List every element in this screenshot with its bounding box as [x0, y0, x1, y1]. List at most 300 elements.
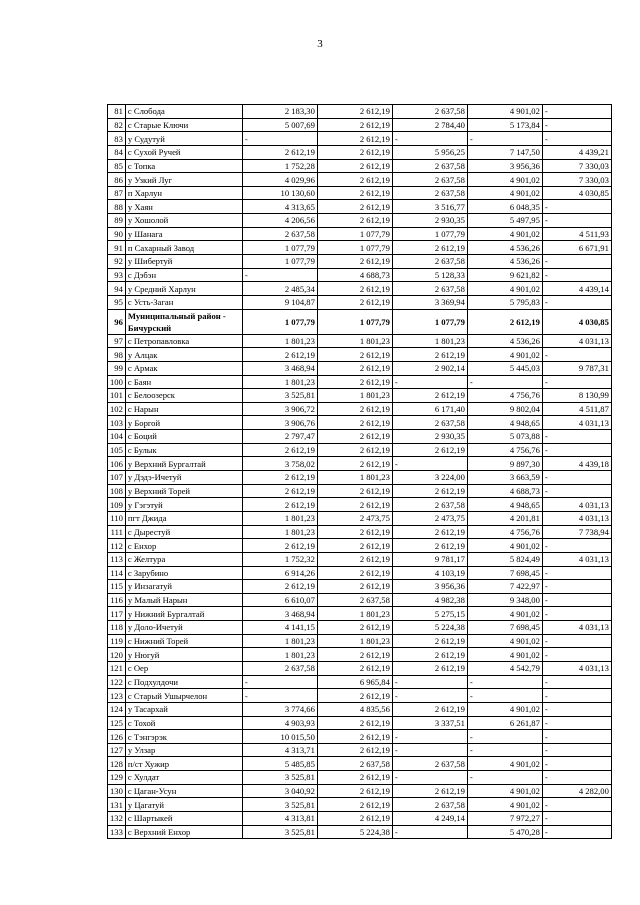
value-col-4: 6 048,35: [467, 200, 542, 214]
settlement-name: у Верхний Бургалтай: [125, 457, 242, 471]
value-col-3: 3 224,00: [392, 471, 467, 485]
settlement-name: у Хошолой: [125, 214, 242, 228]
value-col-2: 2 612,19: [317, 402, 392, 416]
value-col-3: 2 930,35: [392, 214, 467, 228]
value-col-4: 4 756,76: [467, 525, 542, 539]
value-col-2: 2 612,19: [317, 105, 392, 119]
value-col-2: 2 612,19: [317, 159, 392, 173]
value-col-1: 2 612,19: [242, 348, 317, 362]
settlement-name: с Баян: [125, 375, 242, 389]
value-col-2: 4 835,56: [317, 702, 392, 716]
row-number: 102: [108, 402, 126, 416]
value-col-3: 4 249,14: [392, 812, 467, 826]
settlement-name: п Сахарный Завод: [125, 241, 242, 255]
value-col-3: 2 637,58: [392, 282, 467, 296]
table-row: [108, 173, 612, 187]
value-col-5: -: [542, 443, 611, 457]
value-col-5: -: [542, 484, 611, 498]
settlement-name: у Боргой: [125, 416, 242, 430]
value-col-4: 9 897,30: [467, 457, 542, 471]
settlement-name: с Шартыкей: [125, 812, 242, 826]
value-col-3: 2 612,19: [392, 661, 467, 675]
value-col-4: -: [467, 132, 542, 146]
settlement-name: у Шанага: [125, 227, 242, 241]
value-col-3: 4 103,19: [392, 566, 467, 580]
row-number: 104: [108, 430, 126, 444]
value-col-2: 2 612,19: [317, 457, 392, 471]
value-col-1: 10 015,50: [242, 730, 317, 744]
settlement-name: пгт Джида: [125, 511, 242, 525]
value-col-4: 4 688,73: [467, 484, 542, 498]
value-col-5: 4 030,85: [542, 309, 611, 334]
value-col-3: 3 516,77: [392, 200, 467, 214]
table-row: [108, 498, 612, 512]
table-row: [108, 295, 612, 309]
value-col-4: 4 901,02: [467, 227, 542, 241]
value-col-3: 2 612,19: [392, 443, 467, 457]
value-col-2: 6 965,84: [317, 675, 392, 689]
settlement-name: с Армак: [125, 361, 242, 375]
table-row: [108, 471, 612, 485]
value-col-5: -: [542, 771, 611, 785]
row-number: 85: [108, 159, 126, 173]
value-col-1: 4 313,71: [242, 743, 317, 757]
value-col-5: 4 282,00: [542, 784, 611, 798]
row-number: 99: [108, 361, 126, 375]
settlement-name: у Инзагатуй: [125, 580, 242, 594]
value-col-2: 2 612,19: [317, 375, 392, 389]
value-col-1: 10 130,60: [242, 186, 317, 200]
value-col-1: -: [242, 268, 317, 282]
value-col-1: 2 183,30: [242, 105, 317, 119]
value-col-5: 7 330,03: [542, 159, 611, 173]
table-row: [108, 443, 612, 457]
value-col-2: 2 612,19: [317, 118, 392, 132]
value-col-2: 2 612,19: [317, 132, 392, 146]
row-number: 103: [108, 416, 126, 430]
settlement-name: с Цаган-Усун: [125, 784, 242, 798]
value-col-5: -: [542, 607, 611, 621]
value-col-1: 9 104,87: [242, 295, 317, 309]
value-col-2: 2 612,19: [317, 552, 392, 566]
value-col-3: -: [392, 825, 467, 839]
table-row: [108, 702, 612, 716]
value-col-2: 2 637,58: [317, 593, 392, 607]
value-col-5: 4 511,87: [542, 402, 611, 416]
value-col-1: 1 077,79: [242, 241, 317, 255]
table-row: [108, 375, 612, 389]
value-col-2: 1 801,23: [317, 334, 392, 348]
value-col-5: 6 671,91: [542, 241, 611, 255]
value-col-5: -: [542, 105, 611, 119]
value-col-3: 3 956,36: [392, 580, 467, 594]
table-row: [108, 743, 612, 757]
settlement-name: с Нарын: [125, 402, 242, 416]
value-col-4: -: [467, 730, 542, 744]
value-col-1: -: [242, 689, 317, 703]
value-col-4: 4 542,79: [467, 661, 542, 675]
value-col-1: 1 752,28: [242, 159, 317, 173]
value-col-1: 1 077,79: [242, 309, 317, 334]
table-row: [108, 525, 612, 539]
value-col-1: 6 610,07: [242, 593, 317, 607]
value-col-3: 2 637,58: [392, 798, 467, 812]
settlement-name: с Булык: [125, 443, 242, 457]
row-number: 88: [108, 200, 126, 214]
value-col-3: 2 637,58: [392, 186, 467, 200]
settlement-name: с Старые Ключи: [125, 118, 242, 132]
value-col-4: 7 972,27: [467, 812, 542, 826]
value-col-5: 8 130,99: [542, 389, 611, 403]
settlement-name: у Гэгэтуй: [125, 498, 242, 512]
table-row: [108, 539, 612, 553]
value-col-3: 1 077,79: [392, 227, 467, 241]
settlement-name: п/ст Хужир: [125, 757, 242, 771]
value-col-4: 4 901,02: [467, 348, 542, 362]
value-col-2: 2 612,19: [317, 689, 392, 703]
value-col-5: 4 439,18: [542, 457, 611, 471]
value-col-3: 2 637,58: [392, 757, 467, 771]
table-row: [108, 566, 612, 580]
value-col-1: 2 612,19: [242, 443, 317, 457]
value-col-4: 7 698,45: [467, 566, 542, 580]
value-col-3: 3 337,51: [392, 716, 467, 730]
value-col-5: 4 439,14: [542, 282, 611, 296]
settlement-name: с Сухой Ручей: [125, 145, 242, 159]
value-col-1: 3 525,81: [242, 389, 317, 403]
value-col-4: 3 956,36: [467, 159, 542, 173]
value-col-2: 4 688,73: [317, 268, 392, 282]
value-col-2: 2 612,19: [317, 416, 392, 430]
value-col-1: 3 906,72: [242, 402, 317, 416]
value-col-1: 3 525,81: [242, 825, 317, 839]
value-col-4: 4 536,26: [467, 334, 542, 348]
row-number: 130: [108, 784, 126, 798]
row-number: 125: [108, 716, 126, 730]
row-number: 81: [108, 105, 126, 119]
row-number: 111: [108, 525, 126, 539]
value-col-3: 2 612,19: [392, 634, 467, 648]
row-number: 95: [108, 295, 126, 309]
value-col-2: 2 612,19: [317, 186, 392, 200]
value-col-1: 2 612,19: [242, 498, 317, 512]
row-number: 87: [108, 186, 126, 200]
table-row: [108, 675, 612, 689]
value-col-3: 1 801,23: [392, 334, 467, 348]
settlement-name: у Хаян: [125, 200, 242, 214]
row-number: 90: [108, 227, 126, 241]
value-col-4: 4 756,76: [467, 443, 542, 457]
value-col-4: 4 901,02: [467, 173, 542, 187]
value-col-1: 1 801,23: [242, 511, 317, 525]
value-col-4: 9 348,00: [467, 593, 542, 607]
value-col-2: 2 612,19: [317, 580, 392, 594]
value-col-1: 2 612,19: [242, 145, 317, 159]
value-col-5: -: [542, 702, 611, 716]
value-col-5: -: [542, 132, 611, 146]
table-row: [108, 268, 612, 282]
value-col-3: 5 275,15: [392, 607, 467, 621]
value-col-5: 4 031,13: [542, 621, 611, 635]
table-row: [108, 282, 612, 296]
value-col-4: -: [467, 743, 542, 757]
row-number: 106: [108, 457, 126, 471]
value-col-5: 7 330,03: [542, 173, 611, 187]
value-col-5: -: [542, 214, 611, 228]
table-row: [108, 552, 612, 566]
value-col-2: 2 612,19: [317, 282, 392, 296]
table-row: [108, 186, 612, 200]
value-col-4: 4 901,02: [467, 186, 542, 200]
row-number: 122: [108, 675, 126, 689]
table-row: [108, 825, 612, 839]
value-col-2: 1 077,79: [317, 241, 392, 255]
row-number: 97: [108, 334, 126, 348]
value-col-1: 2 612,19: [242, 580, 317, 594]
value-col-1: 3 525,81: [242, 771, 317, 785]
row-number: 127: [108, 743, 126, 757]
value-col-5: 4 439,21: [542, 145, 611, 159]
settlement-name: с Тэнгэрэк: [125, 730, 242, 744]
value-col-3: 2 612,19: [392, 241, 467, 255]
value-col-5: -: [542, 348, 611, 362]
value-col-4: 4 901,02: [467, 648, 542, 662]
row-number: 131: [108, 798, 126, 812]
settlement-name: Муниципальный район - Бичурский: [125, 309, 242, 334]
row-number: 93: [108, 268, 126, 282]
value-col-5: -: [542, 471, 611, 485]
value-col-2: 1 801,23: [317, 634, 392, 648]
value-col-3: 2 612,19: [392, 348, 467, 362]
value-col-5: -: [542, 812, 611, 826]
value-col-5: -: [542, 593, 611, 607]
row-number: 119: [108, 634, 126, 648]
settlement-name: у Средний Харлун: [125, 282, 242, 296]
settlement-name: с Дэбэн: [125, 268, 242, 282]
value-col-2: 2 612,19: [317, 430, 392, 444]
value-col-3: -: [392, 457, 467, 471]
value-col-2: 1 077,79: [317, 227, 392, 241]
value-col-2: 2 612,19: [317, 255, 392, 269]
settlement-name: с Усть-Заган: [125, 295, 242, 309]
table-row: [108, 361, 612, 375]
settlement-name: у Нюгуй: [125, 648, 242, 662]
value-col-4: 4 901,02: [467, 757, 542, 771]
value-col-4: 6 261,87: [467, 716, 542, 730]
value-col-4: 5 824,49: [467, 552, 542, 566]
value-col-4: 2 612,19: [467, 309, 542, 334]
value-col-3: 2 612,19: [392, 484, 467, 498]
value-col-5: -: [542, 200, 611, 214]
value-col-4: 4 901,02: [467, 798, 542, 812]
value-col-3: -: [392, 132, 467, 146]
value-col-4: 7 422,97: [467, 580, 542, 594]
value-col-1: -: [242, 132, 317, 146]
row-number: 100: [108, 375, 126, 389]
value-col-1: 6 914,26: [242, 566, 317, 580]
value-col-4: 4 536,26: [467, 255, 542, 269]
value-col-5: -: [542, 375, 611, 389]
settlement-name: с Топка: [125, 159, 242, 173]
row-number: 98: [108, 348, 126, 362]
value-col-2: 2 612,19: [317, 771, 392, 785]
value-col-4: 3 663,59: [467, 471, 542, 485]
settlement-name: у Шибертуй: [125, 255, 242, 269]
settlement-name: с Оер: [125, 661, 242, 675]
value-col-3: 4 982,38: [392, 593, 467, 607]
row-number: 112: [108, 539, 126, 553]
value-col-2: 2 612,19: [317, 525, 392, 539]
value-col-3: 2 612,19: [392, 539, 467, 553]
row-number: 101: [108, 389, 126, 403]
value-col-3: 2 612,19: [392, 784, 467, 798]
settlement-name: у Улзар: [125, 743, 242, 757]
value-col-3: 2 473,75: [392, 511, 467, 525]
value-col-5: -: [542, 295, 611, 309]
value-col-2: 2 612,19: [317, 812, 392, 826]
value-col-5: -: [542, 430, 611, 444]
value-col-5: 4 511,93: [542, 227, 611, 241]
value-col-1: 2 612,19: [242, 484, 317, 498]
value-col-1: 2 637,58: [242, 227, 317, 241]
value-col-3: 5 128,33: [392, 268, 467, 282]
value-col-2: 2 637,58: [317, 757, 392, 771]
value-col-4: -: [467, 689, 542, 703]
row-number: 117: [108, 607, 126, 621]
value-col-1: 4 206,56: [242, 214, 317, 228]
value-col-1: 3 906,76: [242, 416, 317, 430]
table-row: [108, 634, 612, 648]
table-row: [108, 389, 612, 403]
table-row: [108, 255, 612, 269]
value-col-1: 3 040,92: [242, 784, 317, 798]
value-col-4: 4 756,76: [467, 389, 542, 403]
table-row: [108, 484, 612, 498]
value-col-4: 4 901,02: [467, 282, 542, 296]
table-row: [108, 241, 612, 255]
value-col-5: -: [542, 268, 611, 282]
value-col-4: 9 621,82: [467, 268, 542, 282]
value-col-1: 3 525,81: [242, 798, 317, 812]
row-number: 126: [108, 730, 126, 744]
row-number: 132: [108, 812, 126, 826]
row-number: 123: [108, 689, 126, 703]
value-col-1: 1 801,23: [242, 634, 317, 648]
value-col-4: 4 948,65: [467, 498, 542, 512]
value-col-4: 5 470,28: [467, 825, 542, 839]
settlement-name: у Тасархай: [125, 702, 242, 716]
value-col-1: 1 801,23: [242, 525, 317, 539]
table-row: [108, 730, 612, 744]
value-col-3: -: [392, 689, 467, 703]
value-col-1: 3 758,02: [242, 457, 317, 471]
value-col-3: -: [392, 375, 467, 389]
row-number: 120: [108, 648, 126, 662]
value-col-1: 5 485,85: [242, 757, 317, 771]
table-row: [108, 648, 612, 662]
value-col-1: 2 797,47: [242, 430, 317, 444]
value-col-2: 1 801,23: [317, 471, 392, 485]
value-col-4: 4 536,26: [467, 241, 542, 255]
table-row: [108, 334, 612, 348]
settlement-name: у Алцак: [125, 348, 242, 362]
value-col-2: 2 473,75: [317, 511, 392, 525]
table-row: [108, 159, 612, 173]
value-col-3: -: [392, 771, 467, 785]
table-row: [108, 457, 612, 471]
value-col-3: 9 781,17: [392, 552, 467, 566]
table-row: [108, 580, 612, 594]
value-col-3: -: [392, 675, 467, 689]
value-col-2: 2 612,19: [317, 498, 392, 512]
value-col-1: 5 007,69: [242, 118, 317, 132]
value-col-1: 2 637,58: [242, 661, 317, 675]
table-row: [108, 716, 612, 730]
table-row: [108, 214, 612, 228]
table-row: [108, 621, 612, 635]
value-col-5: 4 031,13: [542, 416, 611, 430]
value-col-1: 4 029,96: [242, 173, 317, 187]
value-col-4: -: [467, 771, 542, 785]
row-number: 115: [108, 580, 126, 594]
value-col-5: -: [542, 539, 611, 553]
value-col-4: 9 802,04: [467, 402, 542, 416]
value-col-3: 2 930,35: [392, 430, 467, 444]
row-number: 114: [108, 566, 126, 580]
value-col-2: 2 612,19: [317, 784, 392, 798]
value-col-2: 5 224,38: [317, 825, 392, 839]
settlement-name: п Харлун: [125, 186, 242, 200]
value-col-4: 7 698,45: [467, 621, 542, 635]
value-col-3: 2 612,19: [392, 702, 467, 716]
value-col-4: -: [467, 675, 542, 689]
settlement-name: у Доло-Ичетуй: [125, 621, 242, 635]
value-col-5: 4 031,13: [542, 661, 611, 675]
value-col-5: -: [542, 730, 611, 744]
value-col-4: 4 901,02: [467, 105, 542, 119]
value-col-2: 2 612,19: [317, 145, 392, 159]
row-number: 107: [108, 471, 126, 485]
value-col-5: -: [542, 689, 611, 703]
table-row: [108, 227, 612, 241]
value-col-4: 5 445,03: [467, 361, 542, 375]
value-col-4: 5 497,95: [467, 214, 542, 228]
table-row: [108, 771, 612, 785]
value-col-3: 5 224,38: [392, 621, 467, 635]
settlement-name: с Желтура: [125, 552, 242, 566]
settlement-name: с Нижний Торей: [125, 634, 242, 648]
table-row: [108, 798, 612, 812]
table-row: [108, 661, 612, 675]
value-col-5: -: [542, 648, 611, 662]
settlement-name: с Слобода: [125, 105, 242, 119]
value-col-1: 1 752,32: [242, 552, 317, 566]
table-row: [108, 757, 612, 771]
table-row: [108, 105, 612, 119]
value-col-2: 2 612,19: [317, 621, 392, 635]
value-col-2: 2 612,19: [317, 200, 392, 214]
settlement-name: с Дырестуй: [125, 525, 242, 539]
value-col-3: 2 612,19: [392, 389, 467, 403]
value-col-5: -: [542, 255, 611, 269]
settlement-name: у Узкий Луг: [125, 173, 242, 187]
value-col-5: -: [542, 675, 611, 689]
value-col-5: 4 031,13: [542, 334, 611, 348]
row-number: 83: [108, 132, 126, 146]
value-col-2: 2 612,19: [317, 173, 392, 187]
value-col-5: -: [542, 825, 611, 839]
row-number: 108: [108, 484, 126, 498]
